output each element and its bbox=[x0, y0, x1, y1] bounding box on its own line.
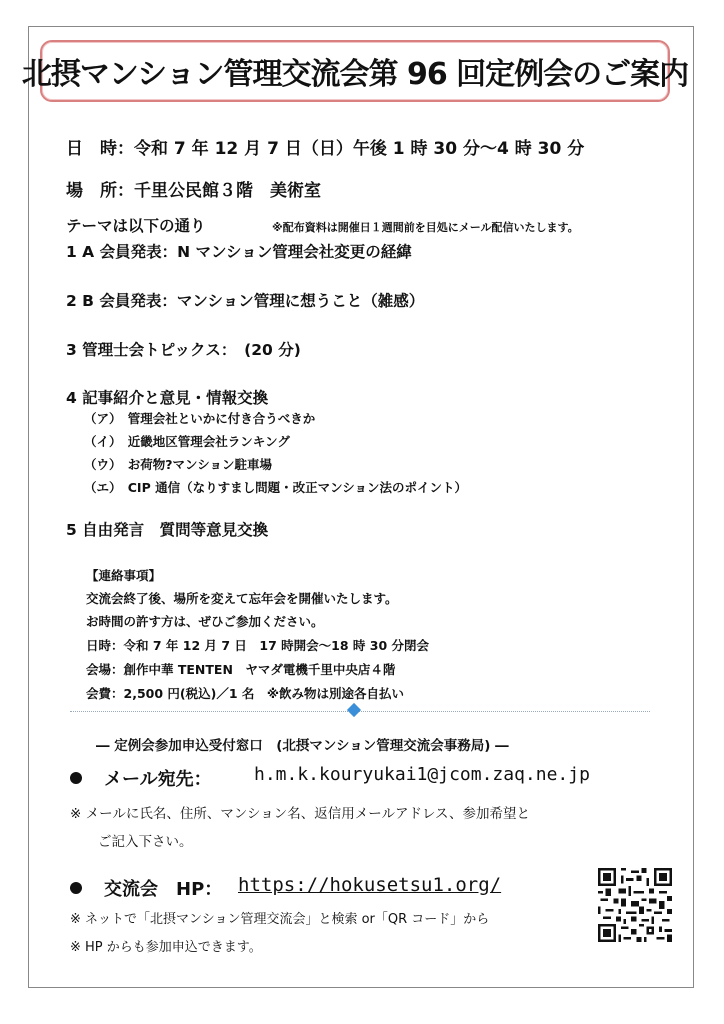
notice-line-1: 交流会終了後、場所を変えて忘年会を開催いたします。 bbox=[86, 591, 398, 606]
agenda-item-2: 2 B 会員発表：マンション管理に想うこと（雑感） bbox=[66, 292, 425, 310]
bullet-icon bbox=[70, 882, 82, 894]
notice-line-5: 会費：2,500 円(税込)／1 名 ※飲み物は別途各自払い bbox=[86, 686, 405, 701]
mail-label: メール宛先： bbox=[104, 769, 212, 790]
mail-address-link[interactable]: h.m.k.kouryukai1@jcom.zaq.ne.jp bbox=[254, 764, 590, 785]
page-title: 北摂マンション管理交流会第 96 回定例会のご案内 bbox=[21, 57, 689, 92]
event-datetime: 日 時：令和 7 年 12 月 7 日（日）午後 1 時 30 分～4 時 30 分 bbox=[66, 139, 585, 159]
bullet-icon bbox=[70, 772, 82, 784]
mail-note-1: ※ メールに氏名、住所、マンション名、返信用メールアドレス、参加希望と bbox=[70, 806, 530, 822]
notice-line-2: お時間の許す方は、ぜひご参加ください。 bbox=[86, 614, 324, 629]
qr-code-icon[interactable] bbox=[598, 868, 672, 942]
agenda-subitem-e: （エ） CIP 通信（なりすまし問題・改正マンション法のポイント） bbox=[84, 480, 468, 495]
hp-note-1: ※ ネットで「北摂マンション管理交流会」と検索 or「QR コード」から bbox=[70, 912, 490, 927]
hp-note-2: ※ HP からも参加申込できます。 bbox=[70, 940, 262, 955]
hp-label: 交流会 HP： bbox=[104, 879, 223, 900]
dotted-separator bbox=[70, 711, 650, 712]
event-place: 場 所：千里公民館３階 美術室 bbox=[66, 181, 321, 201]
theme-header: テーマは以下の通り bbox=[66, 217, 206, 235]
mail-note-2: ご記入下さい。 bbox=[98, 834, 193, 850]
notice-line-3: 日時：令和 7 年 12 月 7 日 17 時開会～18 時 30 分閉会 bbox=[86, 638, 429, 653]
agenda-subitem-i: （イ） 近畿地区管理会社ランキング bbox=[84, 434, 290, 449]
notice-header: 【連絡事項】 bbox=[86, 568, 162, 583]
title-box bbox=[21, 40, 689, 102]
reception-header: ― 定例会参加申込受付窓口 (北摂マンション管理交流会事務局) ― bbox=[96, 738, 509, 754]
agenda-subitem-a: （ア） 管理会社といかに付き合うべきか bbox=[84, 411, 316, 426]
theme-note: ※配布資料は開催日１週間前を目処にメール配信いたします。 bbox=[272, 221, 579, 234]
hp-url-link[interactable]: https://hokusetsu1.org/ bbox=[238, 874, 502, 896]
agenda-item-4: 4 記事紹介と意見・情報交換 bbox=[66, 389, 269, 407]
agenda-item-5: 5 自由発言 質問等意見交換 bbox=[66, 521, 269, 539]
agenda-subitem-u: （ウ） お荷物?マンション駐車場 bbox=[84, 457, 272, 472]
notice-line-4: 会場：創作中華 TENTEN ヤマダ電機千里中央店４階 bbox=[86, 662, 396, 677]
agenda-item-1: 1 A 会員発表：N マンション管理会社変更の経緯 bbox=[66, 243, 412, 261]
agenda-item-3: 3 管理士会トピックス： (20 分) bbox=[66, 341, 301, 359]
